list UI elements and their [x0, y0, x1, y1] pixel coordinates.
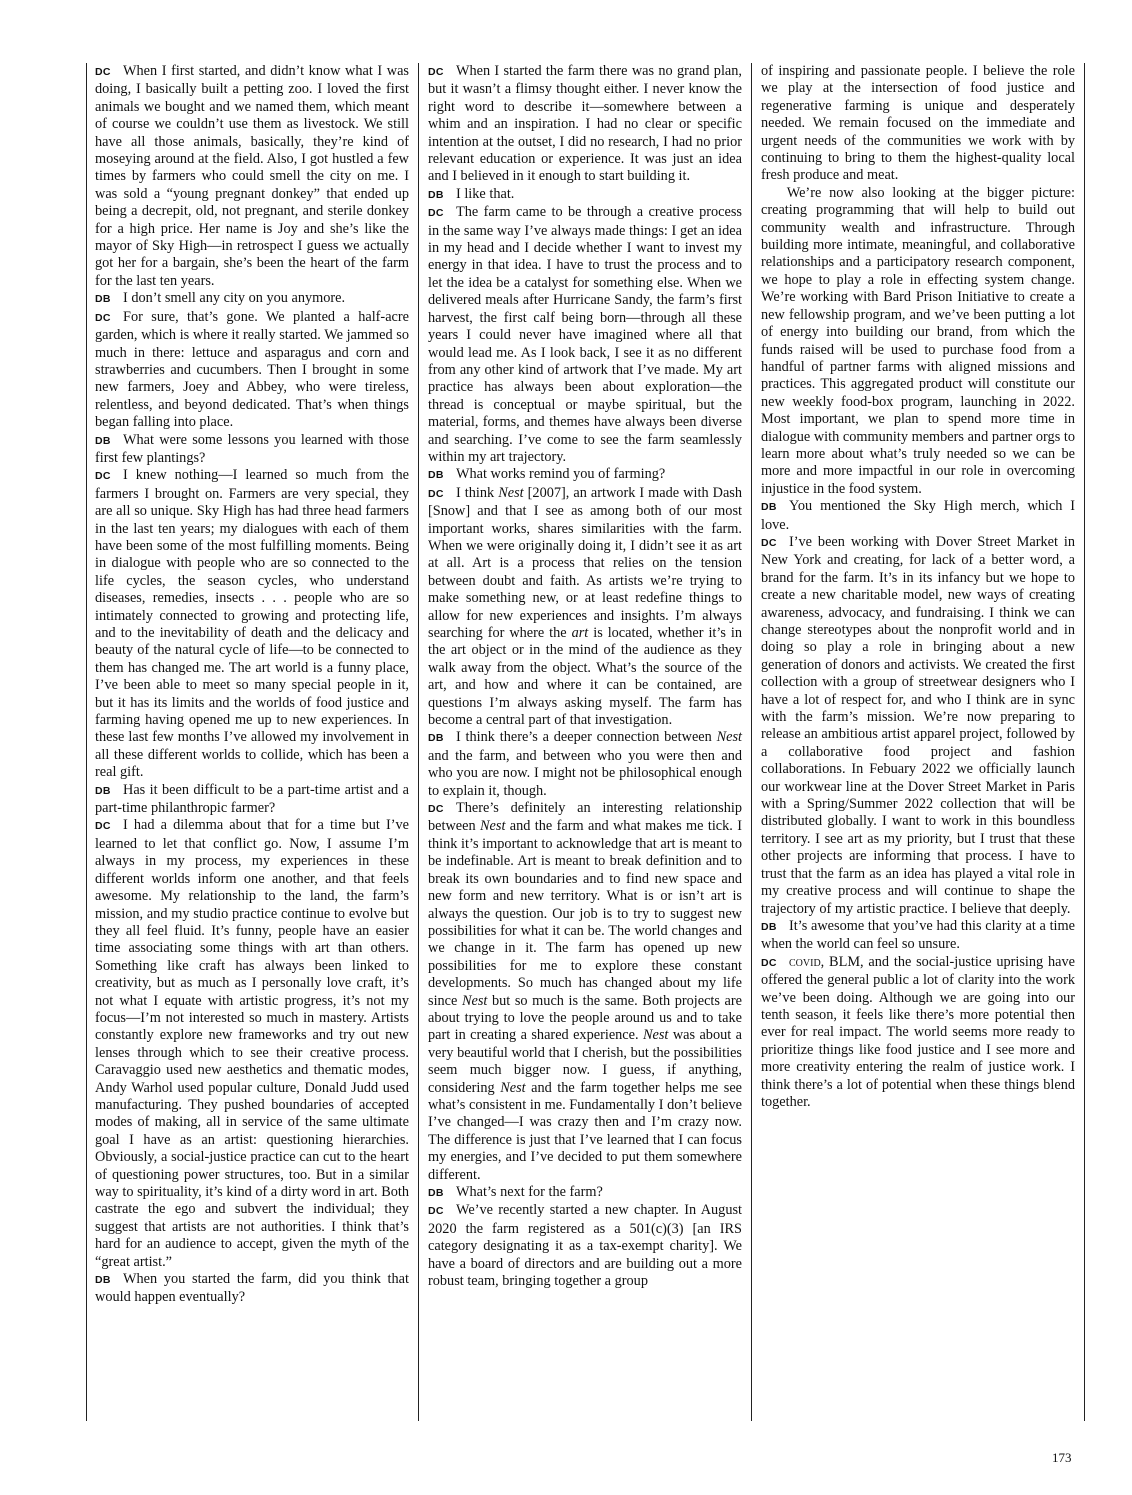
paragraph-text: was about a very beautiful world that I cherish, but the possibilities seem much bigger now. I guess, if anything, considering — [428, 1027, 742, 1096]
interview-paragraph — [761, 63, 1075, 185]
speaker-initials: DB — [95, 293, 111, 306]
interview-paragraph — [428, 1184, 742, 1202]
paragraph-text: I knew nothing—I learned so much from the farmers I brought on. Farmers are very special, they are all so unique. Sky High has had three head farmers in the last ten years; my dialogues with each of them have been some of the most fulfilling moments. Being in dialogue with people who are so connected to the life cycles, the season cycles, who understand diseases, remedies, insects . . . people who are so intimately connected to growing and protecting life, and to the inevitability of death and the delicacy and beauty of the natural cycle of life—to be connected to them has changed me. The art world is a funny place, I’ve been able to meet so many special people in it, but it has its limits and the worlds of food justice and farming having opened me up to new experiences. In these last few months I’ve allowed my involvement in all these different worlds to collide, which has been a real gift. — [95, 467, 409, 781]
speaker-initials: DB — [761, 501, 777, 514]
paragraph-text: The farm came to be through a creative process in the same way I’ve always made things: I get an idea in my head and I decide whether I want to invest my energy in that idea. I have to trust the process and to let the idea be a catalyst for something else. When we delivered meals after Hurricane Sandy, the farm’s first harvest, the first calf being born—through all these years I could never have imagined where all that would lead me. As I look back, I see it as no different from any other kind of artwork that I’ve made. My art practice has always been about exploration—the thread is conceptual or maybe spiritual, but the material, forms, and themes have always been diverse and searching. I’ve come to see the farm seamlessly within my art trajectory. — [428, 204, 742, 465]
interview-paragraph — [95, 467, 409, 781]
interview-paragraph — [95, 817, 409, 1271]
paragraph-text: Has it been difficult to be a part-time artist and a part-time philanthropic farmer? — [95, 781, 409, 817]
speaker-initials: DC — [761, 536, 777, 549]
text-column-1 — [95, 63, 409, 1307]
text-column-3 — [761, 63, 1075, 1111]
speaker-initials: DB — [95, 434, 111, 447]
paragraph-text: , BLM, and the social-justice uprising have offered the general public a lot of clarity into the work we’ve been doing. Although we are going into our tenth season, it feels like there’s more potential then ever for real impact. The world seems more ready to prioritize things like food justice and I see more and more creativity entering the realm of justice work. I think there’s a lot of potential when these things blend together. — [761, 953, 1075, 1110]
italic-title-text: Nest — [716, 729, 742, 746]
paragraph-text: is located, whether it’s in the art object or in the mind of the audience as they walk away from the object. What’s the source of the art, and how and where it can be contained, are questions I’m always asking myself. The farm has become a central part of that investigation. — [428, 625, 743, 729]
interview-paragraph — [428, 800, 742, 1184]
speaker-initials: DB — [428, 732, 444, 745]
speaker-initials: DC — [95, 66, 111, 78]
paragraph-text: I had a dilemma about that for a time but I’ve learned to let that conflict go. Now, I assume I’m always in my process, my experiences in these different worlds inform one another, and that feels awesome. My relationship to the land, the farm’s mission, and my studio practice continue to evolve but they all feel fluid. It’s funny, people have an easier time associating some things with art than others. Something like craft has always been linked to creativity, but as much as I personally love craft, it’s not what I equate with artistic progress, it’s not my focus—I’m not interested so much in mastery. Artists constantly explore new frameworks and try out new lenses through which to see their creative process. Caravaggio used new aesthetics and thematic modes, Andy Warhol used popular culture, Donald Judd used manufacturing. They pushed boundaries of accepted modes of making, all in service of the same ultimate goal I have as an artist: questioning hierarchies. Obviously, a social-justice practice can cut to the heart of questioning power structures, too. But in a similar way to spirituality, it’s kind of a dirty word in art. Both castrate the ego and subvert the individual; they suggest that artists are not authorities. I think that’s hard for an audience to accept, given the myth of the “great artist.” — [95, 817, 409, 1270]
interview-paragraph — [95, 782, 409, 818]
interview-paragraph — [428, 63, 742, 186]
paragraph-text: It’s awesome that you’ve had this clarity at a time when the world can feel so unsure. — [761, 917, 1075, 953]
paragraph-text: covid — [789, 953, 821, 970]
paragraph-text: and the farm, and between who you were then and who you are now. I might not be philosophical enough to explain it, though. — [428, 747, 742, 799]
italic-title-text: Nest — [480, 818, 506, 835]
speaker-initials: DC — [95, 470, 111, 483]
interview-paragraph — [95, 309, 409, 432]
paragraph-text: When I started the farm there was no grand plan, but it wasn’t a flimsy thought either. I never know the right word to describe it—somewhere between a whim and an inspiration. I had no clear or specific intention at the outset, I did no research, I had no prior relevant education or experience. It was just an idea and I believed in it enough to start building it. — [428, 63, 742, 185]
interview-paragraph — [761, 498, 1075, 534]
paragraph-text: What’s next for the farm? — [456, 1184, 603, 1200]
paragraph-text: What were some lessons you learned with those first few plantings? — [95, 431, 409, 466]
paragraph-text: What works remind you of farming? — [456, 466, 666, 483]
page-number: 173 — [1052, 1450, 1072, 1465]
speaker-initials: DC — [428, 487, 444, 500]
paragraph-text: of inspiring and passionate people. I believe the role we play at the intersection of food justice and regenerative farming is unique and desperately needed. We remain focused on the immediate and urgent needs of the communities we work with by continuing to bring to them the highest-quality local fresh produce and meat. — [761, 63, 1075, 184]
speaker-initials: DC — [761, 956, 777, 969]
column-rule-1 — [418, 63, 419, 1421]
paragraph-text: I think there’s a deeper connection between — [456, 729, 717, 746]
speaker-initials: DC — [428, 207, 444, 220]
speaker-initials: DC — [95, 311, 111, 324]
column-rule-right — [1084, 63, 1085, 1421]
speaker-initials: DC — [428, 1205, 444, 1218]
paragraph-text: and the farm and what makes me tick. I think it’s important to acknowledge that art is meant to be indefinable. Art is meant to break definition and to break its own boundaries and to find new space and new form and new territory. What is or isn’t art is always the question. Our job is to try to suggest new possibilities for what it can be. The world changes and we change in it. The farm has opened up new possibilities for me to explore these constant developments. So much has changed about my life since — [428, 818, 742, 1009]
interview-paragraph — [95, 63, 409, 290]
paragraph-text: and the farm together helps me see what’s consistent in me. Fundamentally I don’t believe I’ve changed—I was crazy then and I’m crazy now. The difference is just that I’ve learned that I can focus my energies, and I’ve decided to put them somewhere different. — [428, 1079, 743, 1183]
interview-paragraph — [428, 204, 742, 466]
paragraph-text: but so much is the same. Both projects are about trying to love the people around us and to take part in creating a shared experience. — [428, 992, 742, 1044]
interview-paragraph — [428, 1202, 742, 1290]
italic-title-text: Nest — [500, 1079, 526, 1096]
italic-title-text: Nest — [461, 992, 488, 1009]
text-column-2 — [428, 63, 742, 1290]
interview-paragraph — [761, 954, 1075, 1112]
paragraph-text: When I first started, and didn’t know what I was doing, I basically built a petting zoo. I loved the first animals we bought and we named them, which meant of course we couldn’t use them as livestock. We still have all those animals, basically, they’re kind of moseying around at the field. Also, I got hustled a few times by farmers who could smell the city on me. I was sold a “young pregnant donkey” that ended up being a decrepit, old, not pregnant, and sterile donkey for a high price. Her name is Joy and she’s like the mayor of Sky High—in retrospect I guess we actually got her for a bargain, she’s been the heart of the farm for the last ten years. — [95, 63, 409, 289]
interview-paragraph — [95, 1271, 409, 1307]
speaker-initials: DB — [428, 469, 444, 482]
paragraph-text: [2007], an artwork I made with Dash [Snow] and that I see as among both of our most important works, shares similarities with the farm. When we were originally doing it, I didn’t see it as art at all. Art is a process that relies on the tension between doubt and faith. As artists we’re trying to make something new, or at least redefine things to allow for new experiences and insights. I’m always searching for where the — [428, 484, 742, 641]
italic-title-text: Nest — [642, 1027, 669, 1044]
speaker-initials: DB — [428, 188, 444, 201]
paragraph-text: You mentioned the Sky High merch, which I love. — [761, 498, 1075, 533]
interview-paragraph — [761, 534, 1075, 918]
paragraph-text: We’ve recently started a new chapter. In August 2020 the farm registered as a 501(c)(3) [an IRS category designating it as a tax-exempt charity]. We have a board of directors and are building out a more robust team, bringing together a group — [428, 1202, 742, 1290]
interview-paragraph — [428, 729, 742, 800]
interview-paragraph — [428, 186, 742, 204]
speaker-initials: DB — [95, 1274, 111, 1287]
paragraph-text: I don’t smell any city on you anymore. — [123, 290, 346, 307]
column-rule-2 — [751, 63, 752, 1421]
interview-paragraph — [95, 432, 409, 468]
speaker-initials: DB — [95, 784, 111, 797]
paragraph-text: I think — [456, 484, 499, 501]
interview-paragraph — [761, 918, 1075, 954]
paragraph-text: We’re now also looking at the bigger picture: creating programming that will help to build out community wealth and infrastructure. Through building more intimate, meaningful, and collaborative relationships and a participatory research component, we hope to play a role in effecting system change. We’re working with Bard Prison Initiative to create a new fellowship program, and we’ve been putting a lot of energy into building our brand, from which the funds raised will be used to purchase food from a handful of partner farms with aligned missions and practices. This aggregated product will constitute our new weekly food-box program, launching in 2022. Most important, we plan to spend more time in dialogue with community members and partner orgs to learn more about what’s truly needed so we can be more and more impactful in our role in overcoming injustice in the food system. — [761, 184, 1075, 497]
column-rule-left — [86, 63, 87, 1421]
italic-title-text: Nest — [498, 484, 524, 501]
speaker-initials: DC — [428, 66, 444, 78]
speaker-initials: DC — [428, 803, 444, 816]
interview-paragraph — [428, 466, 742, 484]
interview-paragraph — [761, 185, 1075, 498]
speaker-initials: DB — [428, 1187, 444, 1199]
paragraph-text: I like that. — [456, 185, 515, 202]
paragraph-text: For sure, that’s gone. We planted a half-acre garden, which is where it really started. We jammed so much in there: lettuce and asparagus and corn and strawberries and cucumbers. Then I brought in some new farmers, Joey and Abbey, who were tireless, relentless, and beyond dedicated. That’s when things began falling into place. — [95, 308, 409, 431]
paragraph-text: There’s definitely an interesting relationship between — [428, 800, 742, 835]
speaker-initials: DB — [761, 920, 777, 933]
speaker-initials: DC — [95, 820, 111, 833]
interview-paragraph — [95, 290, 409, 308]
paragraph-text: When you started the farm, did you think that would happen eventually? — [95, 1271, 409, 1306]
paragraph-text: I’ve been working with Dover Street Market in New York and creating, for lack of a better word, a brand for the farm. It’s in its infancy but we hope to create a new charitable model, new ways of creating awareness, advocacy, and fundraising. I think we can change stereotypes about the nonprofit world and in doing so play a role in bringing about a new generation of donors and activists. We created the first collection with a group of streetwear designers who I have a lot of respect for, and who I think are in sync with the farm’s mission. We’re now preparing to release an ambitious artist apparel project, followed by a collaborative food project and fashion collaborations. In Febuary 2022 we officially launch our workwear line at the Dover Street Market in Paris with a Spring/Summer 2022 collection that will be distributed globally. I want to work in this boundless territory. I see art as my priority, but I trust that these other projects are informing that process. I have to trust that the farm as an idea has played a vital role in my creative process and will continue to shape the trajectory of my artistic practice. I believe that deeply. — [761, 533, 1075, 917]
interview-paragraph — [428, 485, 742, 730]
italic-title-text: art — [571, 625, 589, 641]
